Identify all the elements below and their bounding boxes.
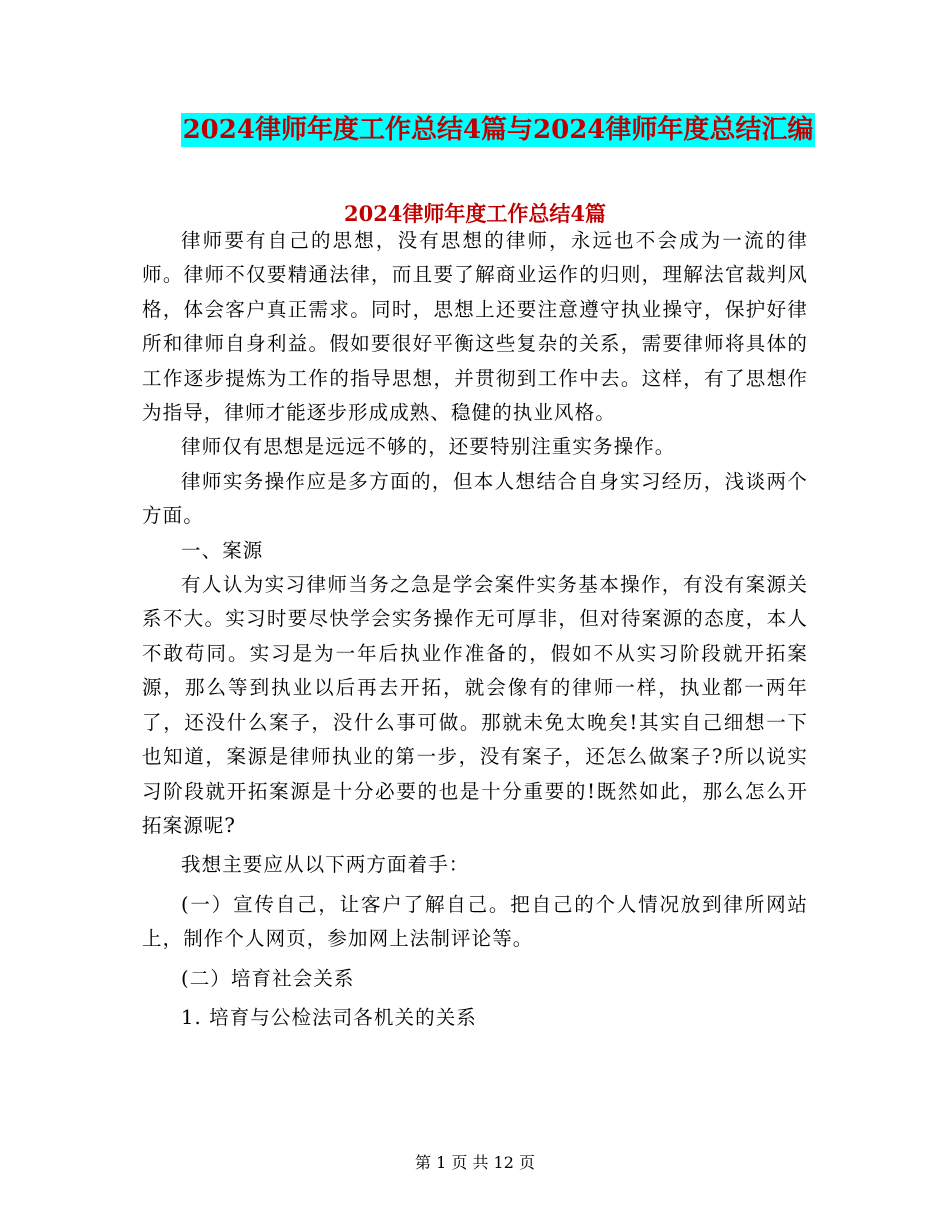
- heading-case-source: 一、案源: [181, 538, 264, 562]
- paragraph-4: 有人认为实习律师当务之急是学会案件实务基本操作，有没有案源关系不大。实习时要尽快学会实务操作无可厚非，但对待案源的态度，本人不敢苟同。实习是为一年后执业作准备的，假如不从实习阶段就开拓案源，那么等到执业以后再去开拓，就会像有的律师一样，执业都一两年了，还没什么案子，没什么事可做。那就未免太晚矣!其实自己细想一下也知道，案源是律师执业的第一步，没有案子，还怎么做案子?所以说实习阶段就开拓案源是十分必要的也是十分重要的!既然如此，那么怎么开拓案源呢?: [142, 573, 808, 837]
- section-title: 2024律师年度工作总结4篇: [343, 201, 607, 226]
- paragraph-5: 我想主要应从以下两方面着手：: [181, 853, 470, 877]
- document-title-wrapper: [0, 113, 950, 147]
- paragraph-3: 律师实务操作应是多方面的，但本人想结合自身实习经历，浅谈两个方面。: [142, 469, 808, 528]
- document-body: [142, 224, 808, 1035]
- page-number-footer: 第 1 页 共 12 页: [415, 1153, 535, 1172]
- list-item-1: (一）宣传自己，让客户了解自己。把自己的个人情况放到律所网站上，制作个人网页，参加网上法制评论等。: [142, 892, 808, 951]
- document-title: 2024律师年度工作总结4篇与2024律师年度总结汇编: [182, 115, 814, 145]
- list-item-2-1: 1. 培育与公检法司各机关的关系: [181, 1005, 477, 1029]
- paragraph-1: 律师要有自己的思想，没有思想的律师，永远也不会成为一流的律师。律师不仅要精通法律，而且要了解商业运作的归则，理解法官裁判风格，体会客户真正需求。同时，思想上还要注意遵守执业操守，保护好律所和律师自身利益。假如要很好平衡这些复杂的关系，需要律师将具体的工作逐步提炼为工作的指导思想，并贯彻到工作中去。这样，有了思想作为指导，律师才能逐步形成成熟、稳健的执业风格。: [142, 229, 808, 425]
- paragraph-2: 律师仅有思想是远远不够的，还要特别注重实务操作。: [181, 435, 676, 459]
- list-item-2: (二）培育社会关系: [181, 966, 355, 990]
